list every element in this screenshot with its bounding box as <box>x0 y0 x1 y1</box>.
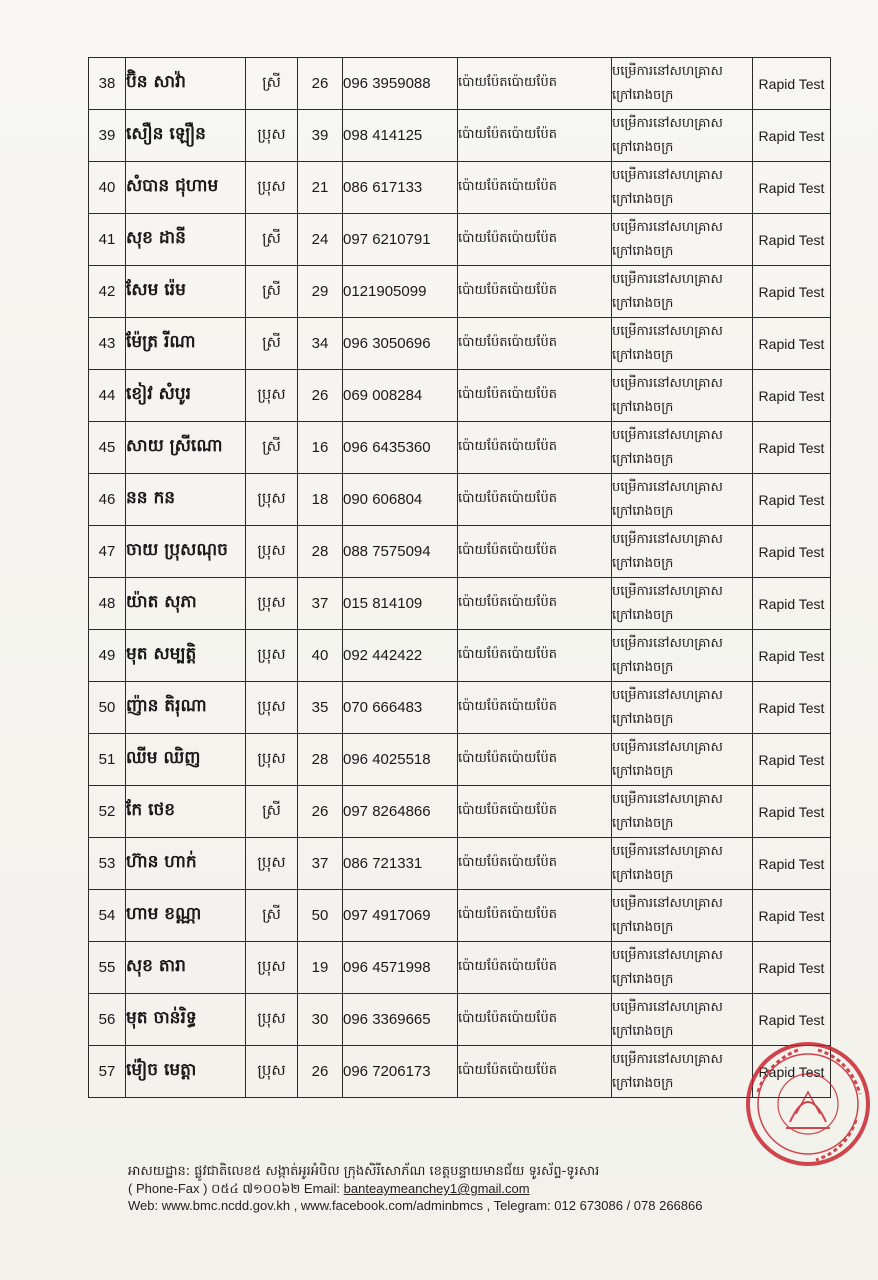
workplace-line-1: បម្រើការនៅសហគ្រាស <box>612 63 723 79</box>
person-sex: ប្រុស <box>246 578 298 630</box>
footer-web[interactable]: Web: www.bmc.ncdd.gov.kh , www.facebook.com/adminbmcs , Telegram: 012 673086 / 078 266866 <box>128 1198 703 1213</box>
row-number: 52 <box>89 786 126 838</box>
person-sex: ប្រុស <box>246 942 298 994</box>
table-row <box>89 890 831 942</box>
person-phone: 096 7206173 <box>343 1046 458 1098</box>
person-phone: 096 4025518 <box>343 734 458 786</box>
workplace-line-1: បម្រើការនៅសហគ្រាស <box>612 843 723 859</box>
person-occupation: ប៉ោយប៉ែតប៉ោយប៉ែត <box>458 630 612 682</box>
test-type: Rapid Test <box>753 318 831 370</box>
row-number: 47 <box>89 526 126 578</box>
person-sex: ប្រុស <box>246 370 298 422</box>
person-phone: 097 4917069 <box>343 890 458 942</box>
table-row <box>89 110 831 162</box>
person-age: 21 <box>298 162 343 214</box>
person-age: 29 <box>298 266 343 318</box>
person-occupation: ប៉ោយប៉ែតប៉ោយប៉ែត <box>458 422 612 474</box>
test-type: Rapid Test <box>753 890 831 942</box>
person-phone: 097 8264866 <box>343 786 458 838</box>
person-occupation: ប៉ោយប៉ែតប៉ោយប៉ែត <box>458 838 612 890</box>
workplace-cell <box>612 942 753 994</box>
workplace-line-1: បម្រើការនៅសហគ្រាស <box>612 479 723 495</box>
person-phone: 098 414125 <box>343 110 458 162</box>
workplace-line-2: ក្រៅរោងចក្រ <box>612 971 674 987</box>
person-name: ឈីម ឈិញ <box>126 734 246 786</box>
test-type: Rapid Test <box>753 266 831 318</box>
workplace-line-1: បម្រើការនៅសហគ្រាស <box>612 167 723 183</box>
table-body <box>89 58 831 1098</box>
workplace-line-2: ក្រៅរោងចក្រ <box>612 347 674 363</box>
table-row <box>89 266 831 318</box>
person-age: 39 <box>298 110 343 162</box>
workplace-cell <box>612 994 753 1046</box>
workplace-line-1: បម្រើការនៅសហគ្រាស <box>612 427 723 443</box>
test-type: Rapid Test <box>753 214 831 266</box>
person-phone: 0121905099 <box>343 266 458 318</box>
person-occupation: ប៉ោយប៉ែតប៉ោយប៉ែត <box>458 162 612 214</box>
person-age: 18 <box>298 474 343 526</box>
person-age: 19 <box>298 942 343 994</box>
person-occupation: ប៉ោយប៉ែតប៉ោយប៉ែត <box>458 994 612 1046</box>
workplace-line-1: បម្រើការនៅសហគ្រាស <box>612 323 723 339</box>
workplace-line-2: ក្រៅរោងចក្រ <box>612 815 674 831</box>
person-sex: ស្រី <box>246 422 298 474</box>
row-number: 46 <box>89 474 126 526</box>
person-sex: ស្រី <box>246 318 298 370</box>
test-type: Rapid Test <box>753 578 831 630</box>
person-age: 40 <box>298 630 343 682</box>
workplace-line-2: ក្រៅរោងចក្រ <box>612 1075 674 1091</box>
person-sex: ប្រុស <box>246 838 298 890</box>
workplace-line-2: ក្រៅរោងចក្រ <box>612 919 674 935</box>
person-name: សុខ ដានី <box>126 214 246 266</box>
workplace-cell <box>612 318 753 370</box>
workplace-cell <box>612 214 753 266</box>
person-sex: ប្រុស <box>246 1046 298 1098</box>
row-number: 53 <box>89 838 126 890</box>
person-occupation: ប៉ោយប៉ែតប៉ោយប៉ែត <box>458 526 612 578</box>
workplace-line-1: បម្រើការនៅសហគ្រាស <box>612 739 723 755</box>
person-name: សឿន ឡឿន <box>126 110 246 162</box>
person-age: 50 <box>298 890 343 942</box>
person-sex: ស្រី <box>246 266 298 318</box>
table-row <box>89 58 831 110</box>
row-number: 44 <box>89 370 126 422</box>
workplace-cell <box>612 58 753 110</box>
person-name: ម៉ែត្រ រីណា <box>126 318 246 370</box>
person-occupation: ប៉ោយប៉ែតប៉ោយប៉ែត <box>458 214 612 266</box>
row-number: 42 <box>89 266 126 318</box>
workplace-cell <box>612 734 753 786</box>
workplace-line-2: ក្រៅរោងចក្រ <box>612 399 674 415</box>
table-row <box>89 370 831 422</box>
person-age: 26 <box>298 370 343 422</box>
phone-fax-label: ( Phone-Fax ) <box>128 1181 208 1196</box>
workplace-cell <box>612 1046 753 1098</box>
person-sex: ប្រុស <box>246 734 298 786</box>
person-name: ញ៉ាន តិរុណា <box>126 682 246 734</box>
person-age: 28 <box>298 734 343 786</box>
person-name: ហ៊ាន ហាក់ <box>126 838 246 890</box>
workplace-line-1: បម្រើការនៅសហគ្រាស <box>612 531 723 547</box>
person-name: ប៊ិន សាវ៉ា <box>126 58 246 110</box>
workplace-line-1: បម្រើការនៅសហគ្រាស <box>612 635 723 651</box>
table-row <box>89 838 831 890</box>
workplace-line-2: ក្រៅរោងចក្រ <box>612 87 674 103</box>
person-phone: 097 6210791 <box>343 214 458 266</box>
person-name: កែ ថេខ <box>126 786 246 838</box>
workplace-line-2: ក្រៅរោងចក្រ <box>612 503 674 519</box>
test-type: Rapid Test <box>753 682 831 734</box>
workplace-line-1: បម្រើការនៅសហគ្រាស <box>612 947 723 963</box>
person-age: 16 <box>298 422 343 474</box>
person-sex: ប្រុស <box>246 474 298 526</box>
person-sex: ប្រុស <box>246 994 298 1046</box>
row-number: 48 <box>89 578 126 630</box>
person-occupation: ប៉ោយប៉ែតប៉ោយប៉ែត <box>458 942 612 994</box>
person-name: ចាយ ប្រុសណុច <box>126 526 246 578</box>
person-occupation: ប៉ោយប៉ែតប៉ោយប៉ែត <box>458 682 612 734</box>
table-row <box>89 786 831 838</box>
row-number: 50 <box>89 682 126 734</box>
workplace-line-2: ក្រៅរោងចក្រ <box>612 451 674 467</box>
table-row <box>89 578 831 630</box>
workplace-line-2: ក្រៅរោងចក្រ <box>612 139 674 155</box>
workplace-cell <box>612 474 753 526</box>
person-age: 26 <box>298 786 343 838</box>
person-phone: 096 6435360 <box>343 422 458 474</box>
workplace-cell <box>612 786 753 838</box>
workplace-line-1: បម្រើការនៅសហគ្រាស <box>612 583 723 599</box>
table-row <box>89 942 831 994</box>
email-link[interactable]: banteaymeanchey1@gmail.com <box>343 1181 530 1196</box>
person-occupation: ប៉ោយប៉ែតប៉ោយប៉ែត <box>458 266 612 318</box>
table-row <box>89 214 831 266</box>
workplace-line-1: បម្រើការនៅសហគ្រាស <box>612 791 723 807</box>
person-name: សំបាន ជុហាម <box>126 162 246 214</box>
workplace-cell <box>612 422 753 474</box>
person-occupation: ប៉ោយប៉ែតប៉ោយប៉ែត <box>458 474 612 526</box>
person-sex: ប្រុស <box>246 526 298 578</box>
workplace-line-1: បម្រើការនៅសហគ្រាស <box>612 687 723 703</box>
person-phone: 092 442422 <box>343 630 458 682</box>
person-phone: 096 4571998 <box>343 942 458 994</box>
person-name: សុខ តារា <box>126 942 246 994</box>
person-age: 30 <box>298 994 343 1046</box>
phone-fax-number: ០៥៤ ៧១០០៦២ <box>211 1181 301 1196</box>
person-phone: 086 617133 <box>343 162 458 214</box>
workplace-cell <box>612 682 753 734</box>
person-sex: ប្រុស <box>246 682 298 734</box>
workplace-line-1: បម្រើការនៅសហគ្រាស <box>612 115 723 131</box>
workplace-cell <box>612 110 753 162</box>
test-type: Rapid Test <box>753 370 831 422</box>
table-row <box>89 162 831 214</box>
workplace-line-2: ក្រៅរោងចក្រ <box>612 711 674 727</box>
workplace-line-2: ក្រៅរោងចក្រ <box>612 763 674 779</box>
workplace-line-2: ក្រៅរោងចក្រ <box>612 555 674 571</box>
row-number: 49 <box>89 630 126 682</box>
workplace-cell <box>612 370 753 422</box>
test-type: Rapid Test <box>753 526 831 578</box>
row-number: 40 <box>89 162 126 214</box>
person-phone: 070 666483 <box>343 682 458 734</box>
table-row <box>89 734 831 786</box>
workplace-cell <box>612 578 753 630</box>
person-occupation: ប៉ោយប៉ែតប៉ោយប៉ែត <box>458 734 612 786</box>
workplace-line-2: ក្រៅរោងចក្រ <box>612 243 674 259</box>
table-row <box>89 318 831 370</box>
workplace-line-1: បម្រើការនៅសហគ្រាស <box>612 375 723 391</box>
person-occupation: ប៉ោយប៉ែតប៉ោយប៉ែត <box>458 58 612 110</box>
person-phone: 086 721331 <box>343 838 458 890</box>
workplace-cell <box>612 266 753 318</box>
workplace-line-1: បម្រើការនៅសហគ្រាស <box>612 895 723 911</box>
workplace-line-2: ក្រៅរោងចក្រ <box>612 1023 674 1039</box>
table-row <box>89 630 831 682</box>
workplace-cell <box>612 526 753 578</box>
person-phone: 015 814109 <box>343 578 458 630</box>
row-number: 57 <box>89 1046 126 1098</box>
person-name: ម៉ៀច មេត្តា <box>126 1046 246 1098</box>
workplace-line-2: ក្រៅរោងចក្រ <box>612 295 674 311</box>
row-number: 54 <box>89 890 126 942</box>
workplace-cell <box>612 838 753 890</box>
person-age: 28 <box>298 526 343 578</box>
workplace-line-2: ក្រៅរោងចក្រ <box>612 191 674 207</box>
test-type: Rapid Test <box>753 786 831 838</box>
row-number: 41 <box>89 214 126 266</box>
workplace-cell <box>612 162 753 214</box>
row-number: 39 <box>89 110 126 162</box>
table-row <box>89 526 831 578</box>
person-phone: 090 606804 <box>343 474 458 526</box>
workplace-line-2: ក្រៅរោងចក្រ <box>612 659 674 675</box>
person-occupation: ប៉ោយប៉ែតប៉ោយប៉ែត <box>458 890 612 942</box>
person-name: យ៉ាត សុភា <box>126 578 246 630</box>
workplace-cell <box>612 890 753 942</box>
row-number: 43 <box>89 318 126 370</box>
person-sex: ស្រី <box>246 786 298 838</box>
person-sex: ប្រុស <box>246 162 298 214</box>
person-sex: ប្រុស <box>246 630 298 682</box>
row-number: 55 <box>89 942 126 994</box>
person-name: ខៀវ សំបូរ <box>126 370 246 422</box>
person-phone: 096 3369665 <box>343 994 458 1046</box>
person-age: 26 <box>298 58 343 110</box>
workplace-line-1: បម្រើការនៅសហគ្រាស <box>612 219 723 235</box>
person-age: 37 <box>298 838 343 890</box>
person-phone: 069 008284 <box>343 370 458 422</box>
table-row <box>89 682 831 734</box>
footer-address: អាសយដ្ឋាន: ផ្លូវជាតិលេខ៥ សង្កាត់អូរអំបិល ក្រុងសិរីសោភ័ណ ខេត្តបន្ទាយមានជ័យ ទូរស័ព្ទ-ទូរសារ <box>128 1164 600 1179</box>
person-name: សែម រ៉េម <box>126 266 246 318</box>
person-age: 24 <box>298 214 343 266</box>
email-label: Email: <box>303 1181 341 1196</box>
person-occupation: ប៉ោយប៉ែតប៉ោយប៉ែត <box>458 786 612 838</box>
person-sex: ស្រី <box>246 58 298 110</box>
table-row <box>89 474 831 526</box>
workplace-line-2: ក្រៅរោងចក្រ <box>612 607 674 623</box>
test-type: Rapid Test <box>753 162 831 214</box>
test-type: Rapid Test <box>753 1046 831 1098</box>
test-type: Rapid Test <box>753 994 831 1046</box>
person-age: 26 <box>298 1046 343 1098</box>
person-phone: 096 3050696 <box>343 318 458 370</box>
person-name: នន កន <box>126 474 246 526</box>
person-age: 34 <box>298 318 343 370</box>
test-type: Rapid Test <box>753 838 831 890</box>
test-type: Rapid Test <box>753 942 831 994</box>
test-type: Rapid Test <box>753 734 831 786</box>
workplace-line-1: បម្រើការនៅសហគ្រាស <box>612 1051 723 1067</box>
footer-contact <box>128 1180 828 1197</box>
test-type: Rapid Test <box>753 422 831 474</box>
person-occupation: ប៉ោយប៉ែតប៉ោយប៉ែត <box>458 578 612 630</box>
workplace-line-1: បម្រើការនៅសហគ្រាស <box>612 271 723 287</box>
table-row <box>89 422 831 474</box>
person-occupation: ប៉ោយប៉ែតប៉ោយប៉ែត <box>458 1046 612 1098</box>
test-type: Rapid Test <box>753 630 831 682</box>
person-phone: 088 7575094 <box>343 526 458 578</box>
person-occupation: ប៉ោយប៉ែតប៉ោយប៉ែត <box>458 370 612 422</box>
person-name: មុត សម្បត្តិ <box>126 630 246 682</box>
person-occupation: ប៉ោយប៉ែតប៉ោយប៉ែត <box>458 110 612 162</box>
test-type: Rapid Test <box>753 110 831 162</box>
person-sex: ប្រុស <box>246 110 298 162</box>
row-number: 56 <box>89 994 126 1046</box>
person-sex: ស្រី <box>246 890 298 942</box>
row-number: 38 <box>89 58 126 110</box>
person-name: មុត ចាន់រិទ្ធ <box>126 994 246 1046</box>
person-occupation: ប៉ោយប៉ែតប៉ោយប៉ែត <box>458 318 612 370</box>
workplace-line-2: ក្រៅរោងចក្រ <box>612 867 674 883</box>
row-number: 45 <box>89 422 126 474</box>
letterhead-footer <box>128 1163 828 1214</box>
person-name: ហាម ខណ្ណា <box>126 890 246 942</box>
person-age: 37 <box>298 578 343 630</box>
workplace-line-1: បម្រើការនៅសហគ្រាស <box>612 999 723 1015</box>
person-sex: ស្រី <box>246 214 298 266</box>
test-type: Rapid Test <box>753 58 831 110</box>
table-row <box>89 994 831 1046</box>
table-row <box>89 1046 831 1098</box>
test-roster-table <box>88 57 831 1098</box>
test-type: Rapid Test <box>753 474 831 526</box>
person-name: សាយ ស្រីណោ <box>126 422 246 474</box>
row-number: 51 <box>89 734 126 786</box>
person-age: 35 <box>298 682 343 734</box>
workplace-cell <box>612 630 753 682</box>
person-phone: 096 3959088 <box>343 58 458 110</box>
